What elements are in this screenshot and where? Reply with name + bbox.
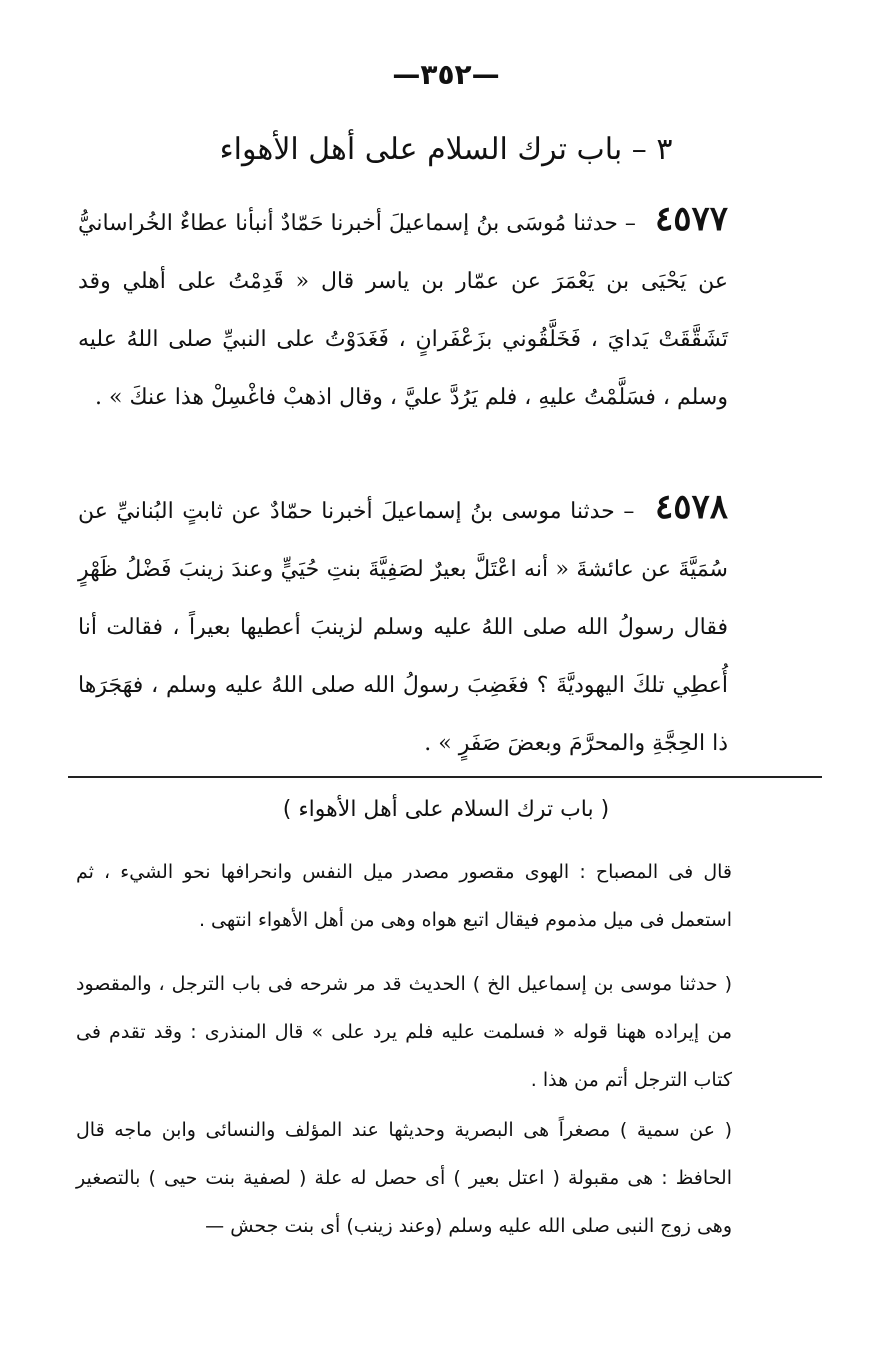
hadith-text: – حدثنا موسى بنُ إسماعيلَ أخبرنا حمّادٌ عن ثابتٍ البُنانيِّ عن سُمَيَّةَ عن عائشةَ « أنه اعْتَلَّ بعيرٌ لصَفِيَّةَ بنتِ حُيَيٍّ وعندَ زينبَ فَضْلُ ظَهْرٍ فقال رسولُ الله صلى اللهُ عليه وسلم لزينبَ أعطيها بعيراً ، فقالت أنا أُعطِي تلكَ اليهوديَّةَ ؟ فغَضِبَ رسولُ الله صلى اللهُ عليه وسلم ، فهَجَرَها ذا الحِجَّةِ والمحرَّمَ وبعضَ صَفَرٍ » .	[78, 499, 728, 756]
hadith-number: ٤٥٧٨	[654, 487, 728, 527]
hadith-4578	[78, 478, 728, 773]
hadith-4577	[78, 190, 728, 427]
commentary-paragraph: ( حدثنا موسى بن إسماعيل الخ ) الحديث قد مر شرحه فى باب الترجل ، والمقصود من إيراده ههنا قوله « فسلمت عليه فلم يرد على » قال المنذرى : وقد تقدم فى كتاب الترجل أتم من هذا .	[76, 973, 732, 1091]
chapter-heading: ٣ – باب ترك السلام على أهل الأهواء	[219, 132, 673, 167]
hadith-text: – حدثنا مُوسَى بنُ إسماعيلَ أخبرنا حَمّادٌ أنبأنا عطاءٌ الخُراسانيُّ عن يَحْيَى بن يَعْمَرَ عن عمّار بن ياسر قال « قَدِمْتُ على أهلي وقد تَشَقَّقَتْ يَدايَ ، فَخَلَّقُوني بزَعْفَرانٍ ، فَغَدَوْتُ على النبيِّ صلى اللهُ عليه وسلم ، فسَلَّمْتُ عليهِ ، فلم يَرُدَّ عليَّ ، وقال اذهبْ فاغْسِلْ هذا عنكَ » .	[78, 211, 728, 410]
footnote-divider	[68, 776, 822, 778]
page-number: —٣٥٢—	[392, 58, 500, 91]
commentary-paragraph: ( عن سمية ) مصغراً هى البصرية وحديثها عند المؤلف والنسائى وابن ماجه قال الحافظ : هى مقبولة ( اعتل بعير ) أى حصل له علة ( لصفية بنت حيى ) بالتصغير وهى زوج النبى صلى الله عليه وسلم (وعند زينب) أى بنت جحش —	[76, 1119, 732, 1237]
hadith-number: ٤٥٧٧	[654, 199, 729, 239]
commentary-paragraph: قال فى المصباح : الهوى مقصور مصدر ميل النفس وانحرافها نحو الشيء ، ثم استعمل فى ميل مذموم فيقال اتبع هواه وهى من أهل الأهواء انتهى .	[76, 861, 732, 931]
commentary-heading: ( باب ترك السلام على أهل الأهواء )	[282, 797, 610, 822]
